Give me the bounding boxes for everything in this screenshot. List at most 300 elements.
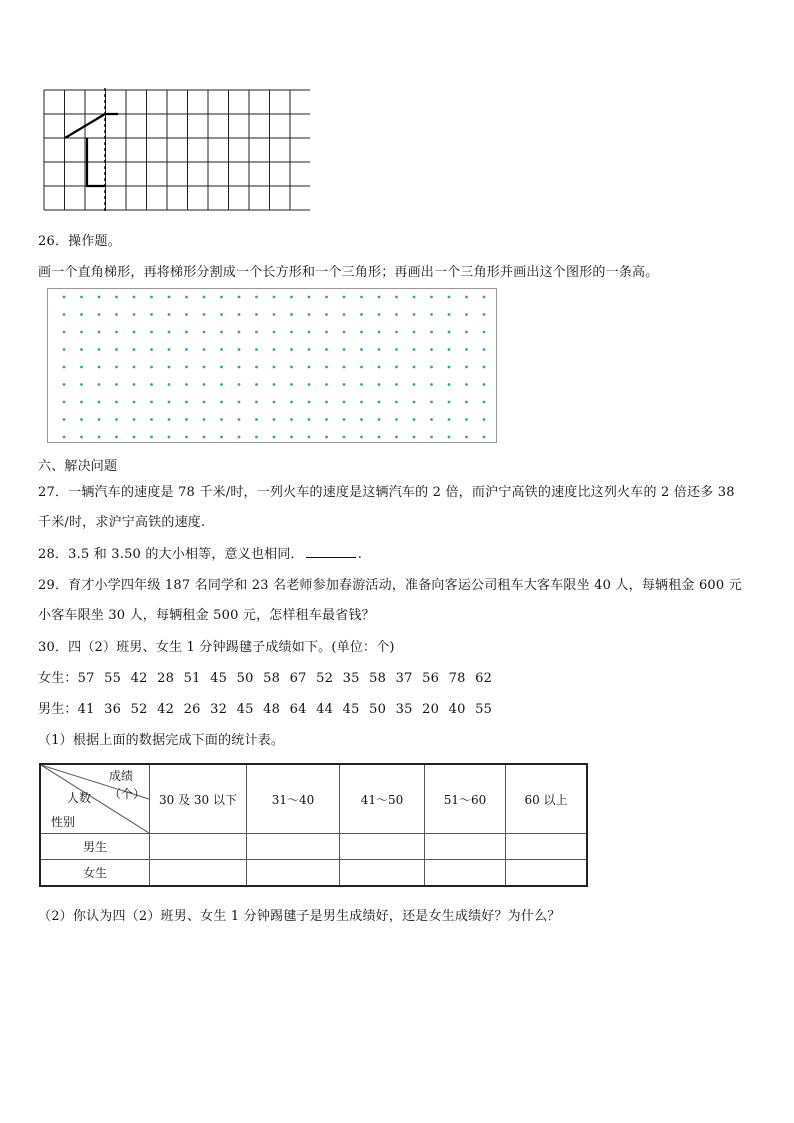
boy-score: 26: [183, 702, 201, 717]
grid-dot: [325, 331, 328, 334]
grid-dot: [325, 366, 328, 369]
grid-dot: [483, 436, 486, 439]
grid-dot: [255, 331, 258, 334]
grid-dot: [203, 348, 206, 351]
grid-dot: [150, 436, 153, 439]
grid-dot: [465, 401, 468, 404]
grid-dot: [378, 383, 381, 386]
grid-dot: [98, 436, 101, 439]
q30-boys-row: [38, 698, 502, 717]
grid-dot: [80, 366, 83, 369]
grid-dot: [168, 436, 171, 439]
dot-grid: [48, 289, 496, 442]
grid-dot: [448, 418, 451, 421]
grid-dot: [465, 366, 468, 369]
grid-dot: [395, 436, 398, 439]
grid-dot: [343, 296, 346, 299]
grid-dot: [220, 331, 223, 334]
q30-intro: 30．四（2）班男、女生 1 分钟踢毽子成绩如下。(单位：个): [38, 640, 395, 655]
grid-dot: [150, 383, 153, 386]
boy-score: 48: [263, 702, 281, 717]
grid-dot: [168, 366, 171, 369]
boy-score: 32: [210, 702, 228, 717]
grid-dot: [115, 401, 118, 404]
grid-dot: [378, 313, 381, 316]
col-header: 60 以上: [506, 764, 588, 834]
dot-grid-drawing-area[interactable]: [47, 288, 497, 443]
girl-score: 58: [263, 671, 281, 686]
grid-dot: [413, 366, 416, 369]
grid-dot: [80, 436, 83, 439]
grid-dot: [395, 366, 398, 369]
grid-dot: [115, 348, 118, 351]
grid-dot: [378, 331, 381, 334]
grid-dot: [255, 436, 258, 439]
grid-dot: [133, 296, 136, 299]
grid-dot: [395, 348, 398, 351]
grid-dot: [395, 418, 398, 421]
grid-dot: [185, 383, 188, 386]
q28-end: .: [357, 547, 363, 562]
corner-unit: （个）: [109, 787, 146, 801]
grid-dot: [448, 348, 451, 351]
grid-dot: [203, 331, 206, 334]
grid-dot: [238, 401, 241, 404]
grid-dot: [360, 418, 363, 421]
grid-dot: [115, 331, 118, 334]
boy-score: 36: [104, 702, 122, 717]
grid-dot: [203, 313, 206, 316]
grid-dot: [63, 383, 66, 386]
grid-dot: [483, 331, 486, 334]
grid-dot: [63, 331, 66, 334]
grid-dot: [273, 313, 276, 316]
grid-dot: [220, 313, 223, 316]
grid-dot: [360, 331, 363, 334]
grid-dot: [63, 348, 66, 351]
grid-dot: [430, 366, 433, 369]
grid-dot: [168, 296, 171, 299]
grid-dot: [185, 348, 188, 351]
grid-dot: [220, 383, 223, 386]
grid-dot: [483, 383, 486, 386]
grid-dot: [290, 436, 293, 439]
grid-dot: [98, 418, 101, 421]
table-cell-input[interactable]: [425, 834, 506, 860]
grid-dot: [395, 383, 398, 386]
grid-dot: [150, 296, 153, 299]
grid-dot: [273, 348, 276, 351]
grid-dot: [220, 366, 223, 369]
grid-dot: [465, 383, 468, 386]
grid-dot: [360, 436, 363, 439]
grid-dot: [395, 313, 398, 316]
grid-dot: [343, 331, 346, 334]
grid-dot: [150, 401, 153, 404]
q26-title: 26．操作题。: [38, 234, 121, 249]
grid-dot: [63, 418, 66, 421]
grid-dot: [325, 436, 328, 439]
grid-dot: [133, 436, 136, 439]
table-cell-input[interactable]: [506, 834, 588, 860]
grid-dot: [115, 296, 118, 299]
grid-dot: [133, 313, 136, 316]
grid-dot: [413, 436, 416, 439]
grid-dot: [80, 296, 83, 299]
grid-dot: [133, 401, 136, 404]
grid-dot: [325, 296, 328, 299]
grid-dot: [273, 401, 276, 404]
grid-dot: [115, 366, 118, 369]
grid-dot: [63, 436, 66, 439]
grid-dot: [220, 418, 223, 421]
grid-dot: [308, 436, 311, 439]
grid-dot: [98, 366, 101, 369]
grid-dot: [465, 418, 468, 421]
grid-dot: [80, 383, 83, 386]
girl-score: 37: [395, 671, 413, 686]
grid-dot: [273, 296, 276, 299]
grid-dot: [63, 401, 66, 404]
grid-dot: [413, 401, 416, 404]
girl-score: 50: [236, 671, 254, 686]
grid-dot: [150, 348, 153, 351]
col-header: 31～40: [247, 764, 340, 834]
girl-score: 62: [475, 671, 493, 686]
grid-dot: [343, 348, 346, 351]
grid-dot: [325, 401, 328, 404]
grid-dot: [203, 366, 206, 369]
grid-dot: [290, 366, 293, 369]
grid-dot: [378, 296, 381, 299]
grid-dot: [168, 348, 171, 351]
grid-dot: [238, 348, 241, 351]
grid-dot: [430, 313, 433, 316]
grid-dot: [203, 401, 206, 404]
col-header: 41～50: [340, 764, 425, 834]
grid-dot: [290, 296, 293, 299]
grid-dot: [185, 436, 188, 439]
girls-label: 女生：: [38, 671, 78, 686]
grid-dot: [98, 401, 101, 404]
grid-dot: [133, 383, 136, 386]
q30-girls-row: [38, 667, 502, 686]
table-cell-input[interactable]: [247, 860, 340, 886]
grid-dot: [395, 331, 398, 334]
boy-score: 41: [77, 702, 95, 717]
grid-dot: [98, 348, 101, 351]
grid-dot: [448, 436, 451, 439]
grid-dot: [168, 313, 171, 316]
boy-score: 45: [342, 702, 360, 717]
grid-dot: [378, 366, 381, 369]
grid-dot: [308, 296, 311, 299]
grid-dot: [185, 366, 188, 369]
grid-dot: [255, 401, 258, 404]
grid-dot: [255, 296, 258, 299]
grid-dot: [483, 366, 486, 369]
grid-dot: [238, 313, 241, 316]
grid-dot: [115, 418, 118, 421]
grid-dot: [255, 383, 258, 386]
grid-dot: [203, 418, 206, 421]
grid-dot: [273, 418, 276, 421]
grid-dot: [430, 331, 433, 334]
grid-dot: [430, 436, 433, 439]
girl-score: 51: [183, 671, 201, 686]
grid-dot: [133, 348, 136, 351]
grid-dot: [185, 296, 188, 299]
boy-score: 52: [130, 702, 148, 717]
boy-score: 42: [157, 702, 175, 717]
grid-dot: [308, 401, 311, 404]
grid-dot: [343, 401, 346, 404]
grid-dot: [98, 383, 101, 386]
grid-dot: [308, 313, 311, 316]
grid-dot: [238, 366, 241, 369]
grid-dot: [273, 366, 276, 369]
grid-dot: [448, 331, 451, 334]
boy-score: 20: [422, 702, 440, 717]
grid-dot: [98, 313, 101, 316]
boy-score: 45: [236, 702, 254, 717]
grid-dot: [115, 313, 118, 316]
grid-dot: [308, 331, 311, 334]
grid-dot: [273, 383, 276, 386]
grid-dot: [203, 383, 206, 386]
boy-score: 40: [448, 702, 466, 717]
grid-dot: [220, 296, 223, 299]
girl-score: 57: [77, 671, 95, 686]
grid-dot: [98, 331, 101, 334]
table-cell-input[interactable]: [150, 860, 247, 886]
grid-dot: [80, 331, 83, 334]
q30-part2: （2）你认为四（2）班男、女生 1 分钟踢毽子是男生成绩好，还是女生成绩好？为什么？: [38, 909, 561, 924]
grid-dot: [290, 418, 293, 421]
grid-dot: [290, 313, 293, 316]
table-cell-input[interactable]: [340, 860, 425, 886]
grid-dot: [80, 401, 83, 404]
grid-dot: [203, 296, 206, 299]
q28: [38, 543, 362, 562]
grid-dot: [255, 418, 258, 421]
grid-dot: [168, 401, 171, 404]
q27-line1: 27．一辆汽车的速度是 78 千米/时，一列火车的速度是这辆汽车的 2 倍，而沪宁高铁的速度比这列火车的 2 倍还多 38: [38, 485, 735, 500]
grid-dot: [325, 418, 328, 421]
corner-score: 成绩: [109, 769, 134, 783]
grid-dot: [378, 436, 381, 439]
grid-dot: [413, 383, 416, 386]
grid-dot: [448, 366, 451, 369]
grid-dot: [133, 418, 136, 421]
grid-dot: [325, 383, 328, 386]
grid-dot: [308, 366, 311, 369]
table-cell-input[interactable]: [506, 860, 588, 886]
grid-dot: [343, 418, 346, 421]
grid-dot: [63, 313, 66, 316]
grid-dot: [483, 401, 486, 404]
grid-dot: [465, 331, 468, 334]
grid-dot: [483, 313, 486, 316]
grid-dot: [150, 313, 153, 316]
grid-dot: [150, 418, 153, 421]
section-6-title: 六、解决问题: [38, 459, 118, 474]
grid-dot: [185, 418, 188, 421]
grid-dot: [80, 313, 83, 316]
table-cell-input[interactable]: [247, 834, 340, 860]
grid-dot: [430, 418, 433, 421]
grid-dot: [465, 313, 468, 316]
girl-score: 35: [342, 671, 360, 686]
grid-dot: [308, 418, 311, 421]
grid-dot: [168, 383, 171, 386]
q28-answer-blank[interactable]: [306, 545, 356, 558]
grid-dot: [308, 383, 311, 386]
grid-dot: [343, 383, 346, 386]
grid-dot: [238, 436, 241, 439]
grid-dot: [448, 313, 451, 316]
girl-score: 56: [422, 671, 440, 686]
grid-dot: [133, 366, 136, 369]
grid-dot: [80, 418, 83, 421]
grid-dot: [63, 296, 66, 299]
q27-line2: 千米/时，求沪宁高铁的速度.: [38, 515, 206, 530]
girl-score: 45: [210, 671, 228, 686]
q29-line1: 29．育才小学四年级 187 名同学和 23 名老师参加春游活动，准备向客运公司租车大客车限坐 40 人，每辆租金 600 元: [38, 578, 742, 593]
grid-dot: [430, 401, 433, 404]
grid-dot: [255, 348, 258, 351]
grid-dot: [378, 418, 381, 421]
table-cell-input[interactable]: [425, 860, 506, 886]
grid-dot: [360, 383, 363, 386]
table-cell-input[interactable]: [150, 834, 247, 860]
grid-dot: [115, 436, 118, 439]
grid-dot: [325, 313, 328, 316]
grid-dot: [238, 331, 241, 334]
grid-dot: [395, 401, 398, 404]
grid-dot: [413, 296, 416, 299]
grid-dot: [115, 383, 118, 386]
grid-dot: [483, 418, 486, 421]
grid-dot: [430, 348, 433, 351]
grid-dot: [413, 313, 416, 316]
grid-dot: [220, 436, 223, 439]
grid-dot: [360, 401, 363, 404]
grid-dot: [308, 348, 311, 351]
grid-dot: [430, 383, 433, 386]
grid-dot: [290, 401, 293, 404]
grid-dot: [448, 383, 451, 386]
grid-dot: [150, 331, 153, 334]
grid-dot: [238, 296, 241, 299]
stats-table: [39, 763, 588, 887]
grid-dot: [98, 296, 101, 299]
grid-dot: [343, 313, 346, 316]
girl-score: 28: [157, 671, 175, 686]
grid-figure: [40, 86, 310, 216]
girl-score: 78: [448, 671, 466, 686]
grid-dot: [343, 366, 346, 369]
girl-score: 58: [369, 671, 387, 686]
grid-dot: [483, 296, 486, 299]
boys-label: 男生：: [38, 702, 78, 717]
grid-dot: [343, 436, 346, 439]
grid-dot: [273, 331, 276, 334]
row-label-boys: 男生: [40, 834, 150, 860]
girl-score: 52: [316, 671, 334, 686]
girl-score: 67: [289, 671, 307, 686]
grid-dot: [290, 331, 293, 334]
grid-dot: [413, 331, 416, 334]
grid-dot: [150, 366, 153, 369]
grid-dot: [185, 331, 188, 334]
grid-dot: [325, 348, 328, 351]
grid-dot: [168, 331, 171, 334]
grid-dot: [465, 436, 468, 439]
grid-dot: [168, 418, 171, 421]
grid-dot: [203, 436, 206, 439]
grid-dot: [483, 348, 486, 351]
corner-count: 人数: [67, 791, 92, 805]
grid-dot: [185, 313, 188, 316]
q26-instruction: 画一个直角梯形，再将梯形分割成一个长方形和一个三角形；再画出一个三角形并画出这个图形的一条高。: [38, 265, 659, 280]
q30-part1: （1）根据上面的数据完成下面的统计表。: [38, 733, 285, 748]
grid-dot: [185, 401, 188, 404]
grid-dot: [465, 348, 468, 351]
boy-score: 44: [316, 702, 334, 717]
q28-text: 28．3.5 和 3.50 的大小相等，意义也相同．: [38, 547, 304, 562]
grid-dot: [413, 418, 416, 421]
row-label-girls: 女生: [40, 860, 150, 886]
grid-dot: [255, 313, 258, 316]
grid-dot: [378, 401, 381, 404]
grid-dot: [448, 296, 451, 299]
grid-dot: [133, 331, 136, 334]
grid-dot: [465, 296, 468, 299]
col-header: 30 及 30 以下: [150, 764, 247, 834]
boy-score: 50: [369, 702, 387, 717]
q29-line2: 小客车限坐 30 人，每辆租金 500 元，怎样租车最省钱？: [38, 608, 375, 623]
grid-dot: [255, 366, 258, 369]
girl-score: 55: [104, 671, 122, 686]
grid-dot: [220, 348, 223, 351]
boy-score: 55: [475, 702, 493, 717]
grid-dot: [360, 348, 363, 351]
grid-dot: [80, 348, 83, 351]
grid-dot: [290, 383, 293, 386]
grid-dot: [238, 418, 241, 421]
grid-dot: [413, 348, 416, 351]
girl-score: 42: [130, 671, 148, 686]
corner-gender: 性别: [51, 815, 76, 829]
grid-dot: [360, 366, 363, 369]
grid-dot: [378, 348, 381, 351]
grid-dot: [220, 401, 223, 404]
grid-dot: [360, 296, 363, 299]
grid-dot: [238, 383, 241, 386]
grid-shape-slant: [65, 114, 118, 138]
table-cell-input[interactable]: [340, 834, 425, 860]
grid-dot: [395, 296, 398, 299]
boy-score: 35: [395, 702, 413, 717]
grid-dot: [290, 348, 293, 351]
grid-dot: [360, 313, 363, 316]
col-header: 51～60: [425, 764, 506, 834]
grid-dot: [273, 436, 276, 439]
grid-dot: [448, 401, 451, 404]
grid-dot: [430, 296, 433, 299]
boy-score: 64: [289, 702, 307, 717]
